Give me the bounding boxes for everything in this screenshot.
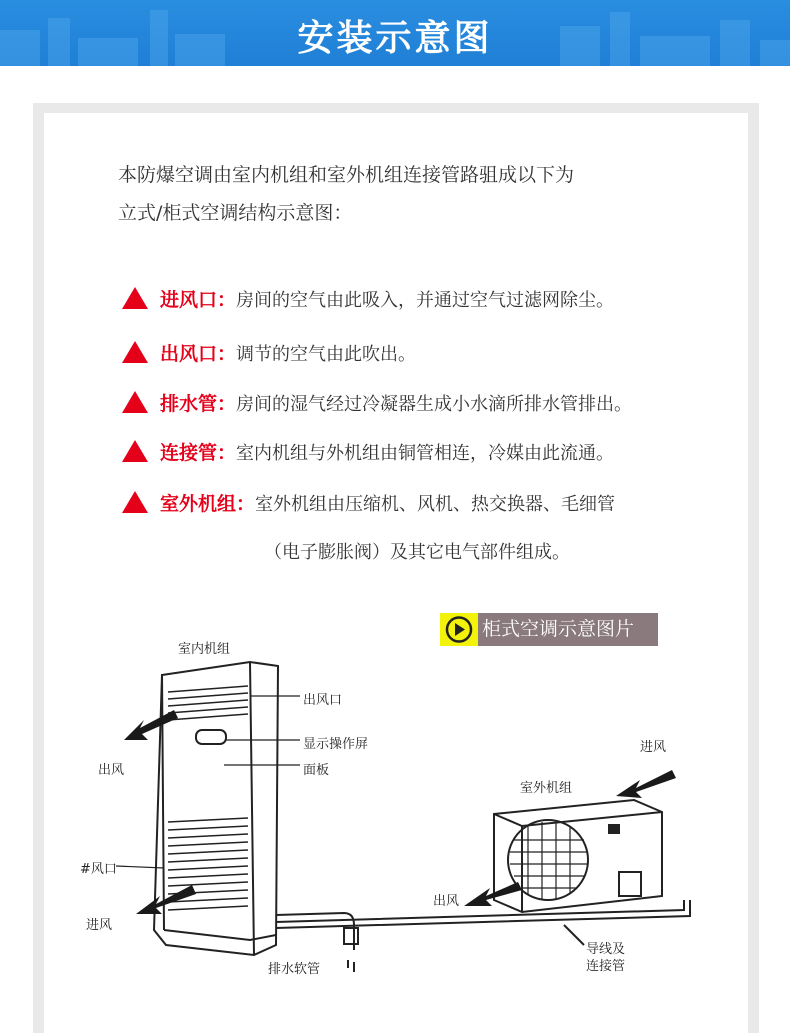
- list-item-drain-pipe: [122, 390, 762, 419]
- list-item-air-outlet: [122, 340, 762, 369]
- list-item-air-inlet: [122, 286, 762, 315]
- caption-text: 柜式空调示意图片: [482, 618, 635, 640]
- item-text: 房间的空气由此吸入，并通过空气过滤网除尘。: [236, 290, 615, 311]
- header-banner: [0, 0, 790, 66]
- red-triangle-icon: [122, 491, 148, 513]
- label-outdoor-unit: 室外机组: [520, 781, 573, 796]
- intro-line-2: 立式/柜式空调结构示意图：: [118, 202, 353, 224]
- label-display: 显示操作屏: [303, 737, 369, 752]
- item-key: 室外机组：: [160, 493, 256, 515]
- label-inlet-wind-right: 进风: [640, 740, 667, 755]
- item-text: 调节的空气由此吹出。: [236, 344, 417, 365]
- connecting-pipe-drawing: [276, 900, 690, 945]
- red-triangle-icon: [122, 440, 148, 462]
- label-outlet-wind-left: 出风: [98, 763, 125, 778]
- item-text-continued: （电子膨胀阀）及其它电气部件组成。: [264, 542, 570, 563]
- label-inlet-port: #风口: [80, 862, 117, 877]
- red-triangle-icon: [122, 287, 148, 309]
- label-outlet-wind-right: 出风: [433, 894, 460, 909]
- ac-structure-diagram: [44, 600, 748, 1010]
- outdoor-unit-drawing: [494, 800, 662, 912]
- item-key: 连接管：: [160, 442, 237, 464]
- item-key: 出风口：: [160, 343, 237, 365]
- item-text: 室外机组由压缩机、风机、热交换器、毛细管: [255, 494, 616, 515]
- label-air-outlet: 出风口: [303, 693, 343, 708]
- label-indoor-unit: 室内机组: [178, 642, 231, 657]
- label-wire-line2: 连接管: [586, 959, 626, 974]
- list-item-connecting-pipe: [122, 439, 762, 468]
- red-triangle-icon: [122, 391, 148, 413]
- page-title: 安装示意图: [297, 18, 493, 59]
- label-panel: 面板: [303, 763, 330, 778]
- label-drain-hose: 排水软管: [268, 962, 321, 977]
- label-inlet-wind-left: 进风: [86, 918, 113, 933]
- red-triangle-icon: [122, 341, 148, 363]
- label-wire-line1: 导线及: [586, 942, 626, 957]
- intro-line-1: 本防爆空调由室内机组和室外机组连接管路驵成以下为: [118, 164, 575, 186]
- item-key: 进风口：: [160, 289, 237, 311]
- item-key: 排水管：: [160, 393, 237, 415]
- item-text: 室内机组与外机组由铜管相连，冷媒由此流通。: [236, 443, 615, 464]
- item-text: 房间的湿气经过冷凝器生成小水滴所排水管排出。: [236, 394, 633, 415]
- list-item-outdoor-unit: [122, 490, 762, 567]
- intro-text: [118, 156, 738, 232]
